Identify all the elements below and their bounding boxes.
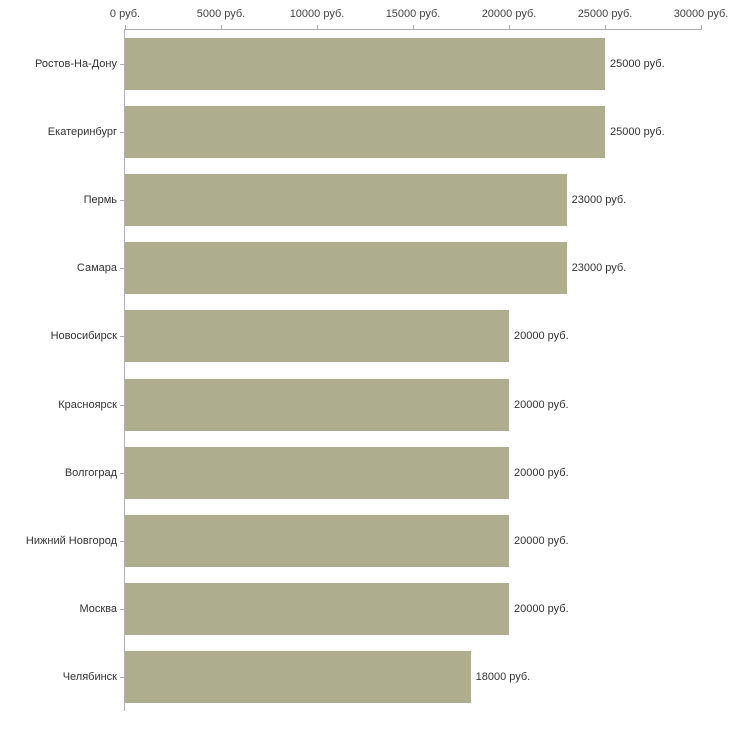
category-label: Москва [79, 602, 117, 615]
bar-row[interactable] [125, 379, 701, 431]
bar-value-label: 18000 руб. [475, 670, 531, 683]
bar-row[interactable] [125, 583, 701, 635]
bar-value-label: 20000 руб. [514, 534, 569, 547]
bar[interactable] [125, 38, 605, 90]
x-tick-label: 10000 руб. [289, 8, 345, 20]
bar-value-label: 23000 руб. [571, 194, 627, 207]
bar[interactable] [125, 515, 509, 567]
bar-value-label: 20000 руб. [514, 330, 569, 343]
bar-row[interactable] [125, 242, 701, 294]
bar[interactable] [125, 242, 567, 294]
bar-value-label: 20000 руб. [514, 398, 569, 411]
plot-area [125, 30, 701, 711]
category-label: Ростов-На-Дону [34, 58, 117, 71]
x-tick-label: 5000 руб. [196, 8, 246, 20]
bar-row[interactable] [125, 447, 701, 499]
bar-row[interactable] [125, 38, 701, 90]
category-label: Самара [76, 262, 117, 275]
bar-value-label: 23000 руб. [571, 262, 627, 275]
bar[interactable] [125, 310, 509, 362]
bar[interactable] [125, 583, 509, 635]
bar-row[interactable] [125, 106, 701, 158]
bar[interactable] [125, 379, 509, 431]
x-tick-label: 20000 руб. [481, 8, 537, 20]
x-tick-label: 25000 руб. [577, 8, 633, 20]
category-label: Челябинск [62, 670, 117, 683]
bar-value-label: 20000 руб. [514, 602, 569, 615]
bar[interactable] [125, 106, 605, 158]
bar[interactable] [125, 651, 471, 703]
x-axis-tick-labels [0, 8, 730, 26]
bar-value-label: 25000 руб. [610, 126, 665, 139]
category-label: Волгоград [64, 466, 117, 479]
category-label: Нижний Новгород [25, 534, 117, 547]
x-tick-label: 0 руб. [109, 8, 141, 20]
x-tick-label: 30000 руб. [673, 8, 729, 20]
category-label: Екатеринбург [47, 126, 117, 139]
category-label: Новосибирск [50, 330, 117, 343]
bar-value-label: 25000 руб. [610, 58, 665, 71]
category-label: Красноярск [58, 398, 117, 411]
bar[interactable] [125, 447, 509, 499]
bar-row[interactable] [125, 174, 701, 226]
bar-value-label: 20000 руб. [514, 466, 569, 479]
bar-row[interactable] [125, 651, 701, 703]
x-tick-label: 15000 руб. [385, 8, 441, 20]
bar[interactable] [125, 174, 567, 226]
bar-row[interactable] [125, 310, 701, 362]
category-label: Пермь [83, 194, 117, 207]
bar-row[interactable] [125, 515, 701, 567]
